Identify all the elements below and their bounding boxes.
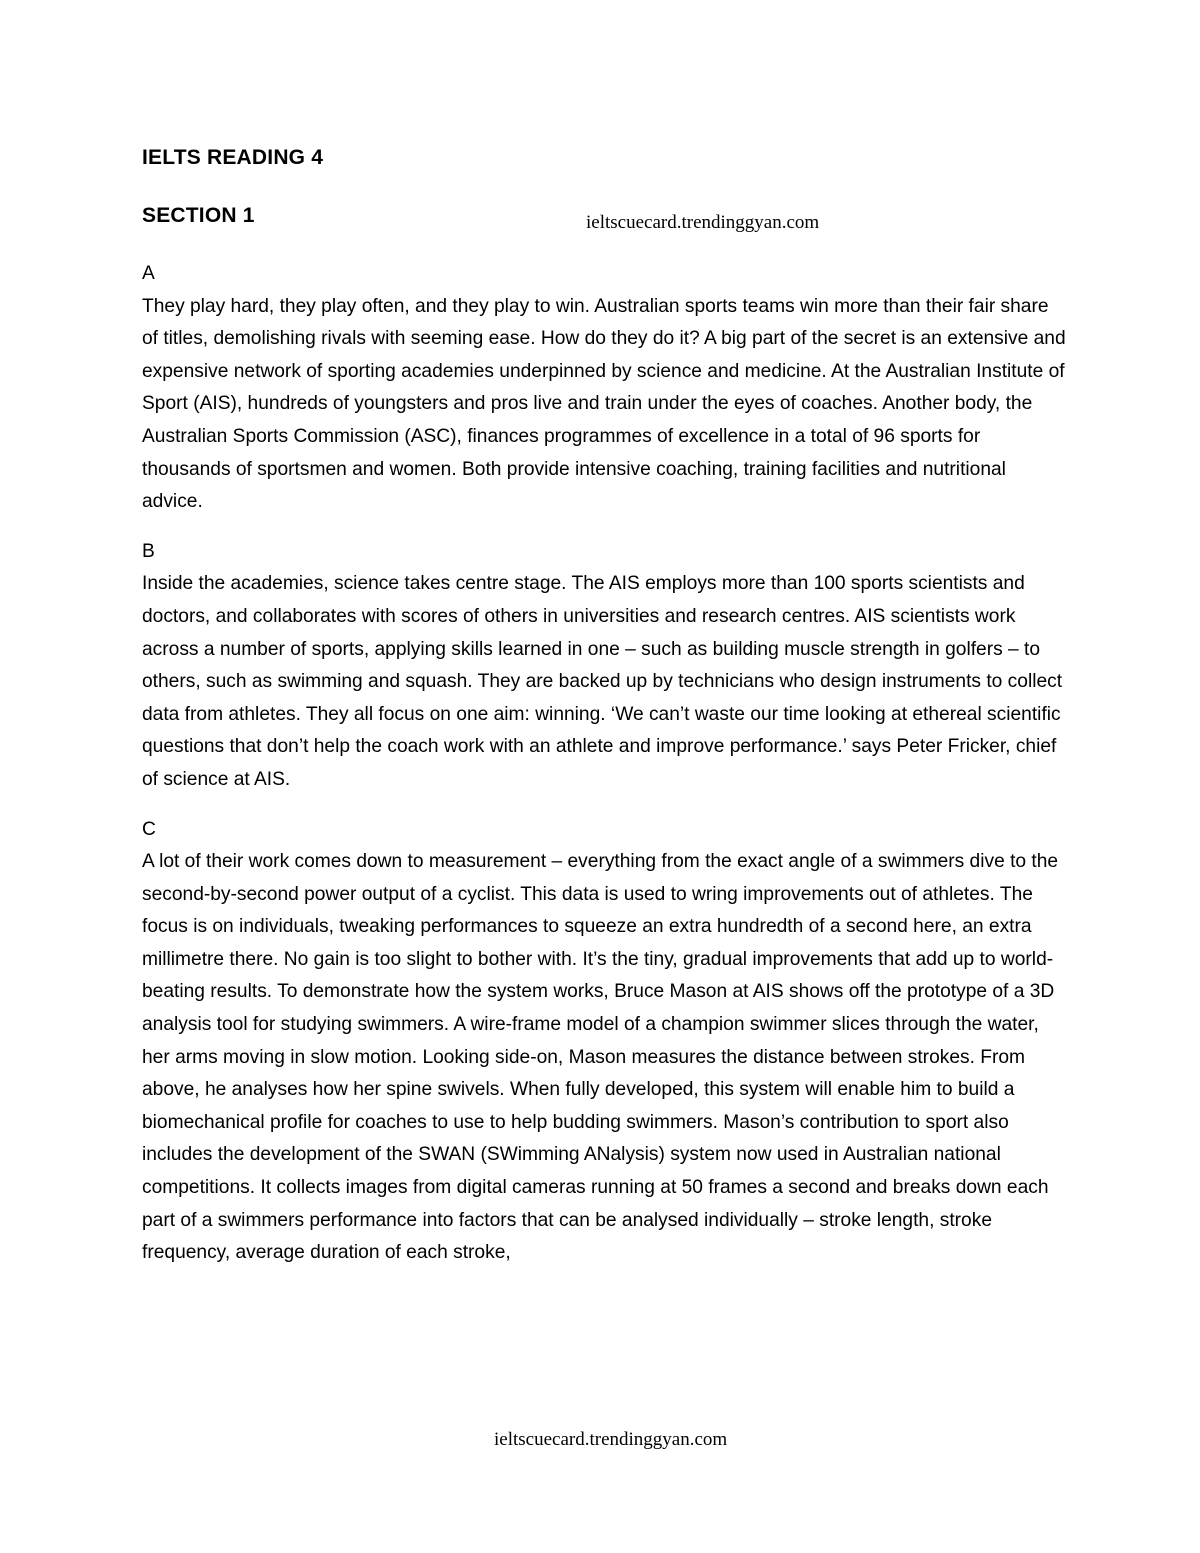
paragraph-text: They play hard, they play often, and they play to win. Australian sports teams win more than their fair share of titles, demolishing rivals with seeming ease. How do they do it? A big part of the secret is an extensive and expensive network of sporting academies underpinned by science and medicine. At the Australian Institute of Sport (AIS), hundreds of youngsters and pros live and train under the eyes of coaches. Another body, the Australian Sports Commission (ASC), finances programmes of excellence in a total of 96 sports for thousands of sportsmen and women. Both provide intensive coaching, training facilities and nutritional advice. xyxy=(142,295,1066,513)
paragraph-c xyxy=(142,814,1067,1270)
header-watermark: ieltscuecard.trendinggyan.com xyxy=(586,212,820,233)
paragraph-letter: C xyxy=(142,818,156,840)
paragraph-letter: A xyxy=(142,263,155,284)
paragraph-letter: B xyxy=(142,540,155,562)
footer-watermark: ieltscuecard.trendinggyan.com xyxy=(494,1429,728,1450)
paragraph-text: A lot of their work comes down to measurement – everything from the exact angle of a swimmers dive to the second-by-second power output of a cyclist. This data is used to wring improvements out of athletes. The focus is on individuals, tweaking performances to squeeze an extra hundredth of a second here, an extra millimetre there. No gain is too slight to bother with. It’s the tiny, gradual improvements that add up to world-beating results. To demonstrate how the system works, Bruce Mason at AIS shows off the prototype of a 3D analysis tool for studying swimmers. A wire-frame model of a champion swimmer slices through the water, her arms moving in slow motion. Looking side-on, Mason measures the distance between strokes. From above, he analyses how her spine swivels. When fully developed, this system will enable him to build a biomechanical profile for coaches to use to help budding swimmers. Mason’s contribution to sport also includes the development of the SWAN (SWimming ANalysis) system now used in Australian national competitions. It collects images from digital cameras running at 50 frames a second and breaks down each part of a swimmers performance into factors that can be analysed individually – stroke length, stroke frequency, average duration of each stroke, xyxy=(142,851,1059,1264)
paragraph-text: Inside the academies, science takes centre stage. The AIS employs more than 100 sports scientists and doctors, and collaborates with scores of others in universities and research centres. AIS scientists work across a number of sports, applying skills learned in one – such as building muscle strength in golfers – to others, such as swimming and squash. They are backed up by technicians who design instruments to collect data from athletes. They all focus on one aim: winning. ‘We can’t waste our time looking at ethereal scientific questions that don’t help the coach work with an athlete and improve performance.’ says Peter Fricker, chief of science at AIS. xyxy=(142,573,1063,790)
section-heading: SECTION 1 xyxy=(142,204,255,227)
paragraph-a xyxy=(142,258,1067,519)
paragraph-b xyxy=(142,536,1067,797)
passage-body xyxy=(142,258,1067,1287)
document-title: IELTS READING 4 xyxy=(142,146,324,169)
